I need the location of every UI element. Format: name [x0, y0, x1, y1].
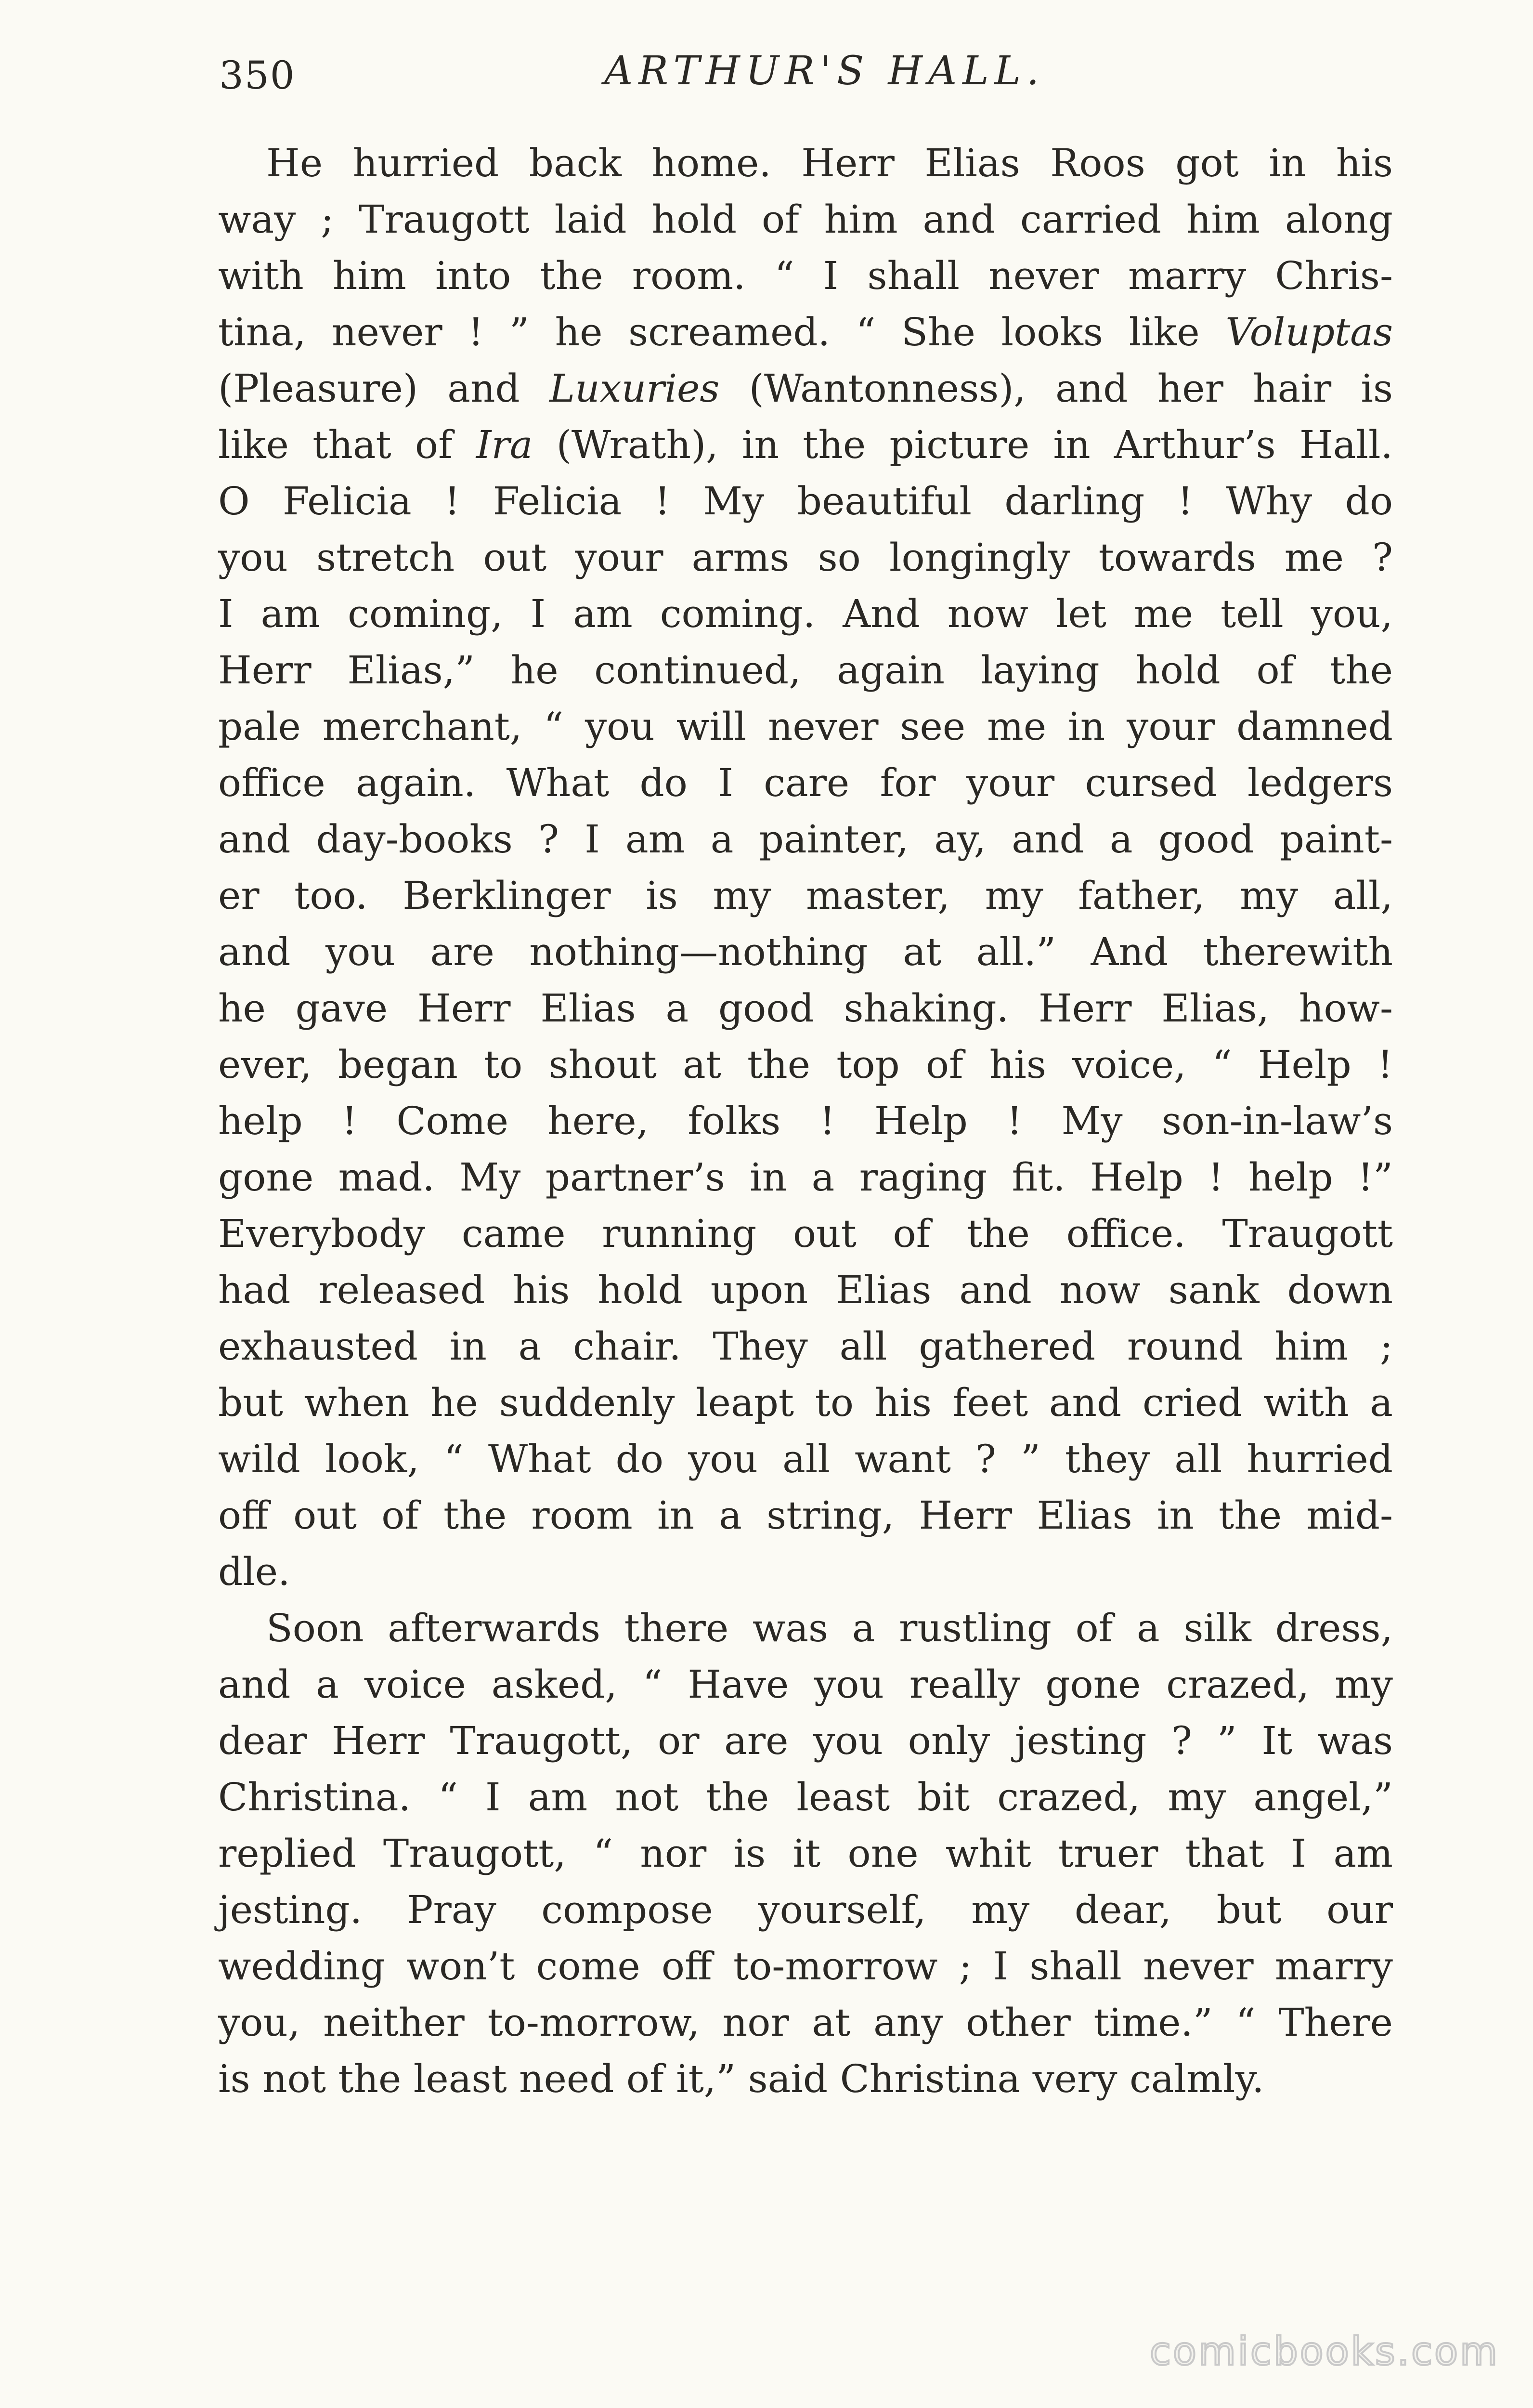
page-number: 350 — [219, 53, 296, 98]
text-line: help ! Come here, folks ! Help ! My son-in-law’s — [218, 1099, 1393, 1143]
text-line: you, neither to-morrow, nor at any other time.” “ There — [218, 2000, 1393, 2045]
text-line: office again. What do I care for your cursed ledgers — [218, 760, 1393, 805]
text-line: dear Herr Traugott, or are you only jesting ? ” It was — [218, 1718, 1393, 1763]
text-line: Soon afterwards there was a rustling of a silk dress, — [266, 1606, 1393, 1650]
text-line: tina, never ! ” he screamed. “ She looks like Voluptas — [218, 310, 1393, 354]
text-line: Christina. “ I am not the least bit crazed, my angel,” — [218, 1775, 1393, 1819]
running-head — [219, 48, 1394, 101]
text-line: jesting. Pray compose yourself, my dear, but our — [218, 1887, 1393, 1932]
text-line: and a voice asked, “ Have you really gone crazed, my — [218, 1662, 1393, 1707]
text-line: er too. Berklinger is my master, my father, my all, — [218, 873, 1393, 918]
text-line: and you are nothing—nothing at all.” And therewith — [218, 929, 1393, 974]
watermark: comicbooks.com — [1149, 2329, 1499, 2374]
running-title: ARTHUR'S HALL. — [604, 48, 1045, 94]
text-line: Herr Elias,” he continued, again laying hold of the — [218, 648, 1393, 693]
paragraph — [218, 1600, 1393, 2107]
text-line: He hurried back home. Herr Elias Roos got in his — [266, 141, 1393, 185]
text-line: wild look, “ What do you all want ? ” they all hurried — [218, 1437, 1393, 1481]
text-line: Everybody came running out of the office. Traugott — [218, 1211, 1393, 1256]
text-line: you stretch out your arms so longingly towards me ? — [218, 535, 1393, 580]
text-line: dle. — [218, 1549, 290, 1594]
text-line: off out of the room in a string, Herr Elias in the mid- — [218, 1493, 1393, 1538]
text-line: (Pleasure) and Luxuries (Wantonness), and her hair is — [218, 366, 1393, 411]
text-line: way ; Traugott laid hold of him and carried him along — [218, 197, 1393, 242]
text-line: had released his hold upon Elias and now sank down — [218, 1268, 1393, 1312]
text-line: replied Traugott, “ nor is it one whit truer that I am — [218, 1831, 1393, 1876]
text-line: like that of Ira (Wrath), in the picture in Arthur’s Hall. — [218, 422, 1393, 467]
text-line: but when he suddenly leapt to his feet and cried with a — [218, 1380, 1393, 1425]
paragraph — [218, 135, 1393, 1600]
text-line: exhausted in a chair. They all gathered round him ; — [218, 1324, 1393, 1369]
body-text — [218, 135, 1393, 2107]
text-line: gone mad. My partner’s in a raging fit. Help ! help !” — [218, 1155, 1393, 1200]
text-line: and day-books ? I am a painter, ay, and a good paint- — [218, 817, 1393, 862]
text-line: is not the least need of it,” said Christina very calmly. — [218, 2056, 1264, 2101]
text-line: pale merchant, “ you will never see me in your damned — [218, 704, 1393, 749]
text-line: I am coming, I am coming. And now let me tell you, — [218, 591, 1393, 636]
text-line: O Felicia ! Felicia ! My beautiful darling ! Why do — [218, 479, 1393, 523]
text-line: with him into the room. “ I shall never marry Chris- — [218, 253, 1393, 298]
text-line: ever, began to shout at the top of his voice, “ Help ! — [218, 1042, 1393, 1087]
text-line: he gave Herr Elias a good shaking. Herr Elias, how- — [218, 986, 1393, 1031]
text-line: wedding won’t come off to-morrow ; I shall never marry — [218, 1944, 1393, 1989]
